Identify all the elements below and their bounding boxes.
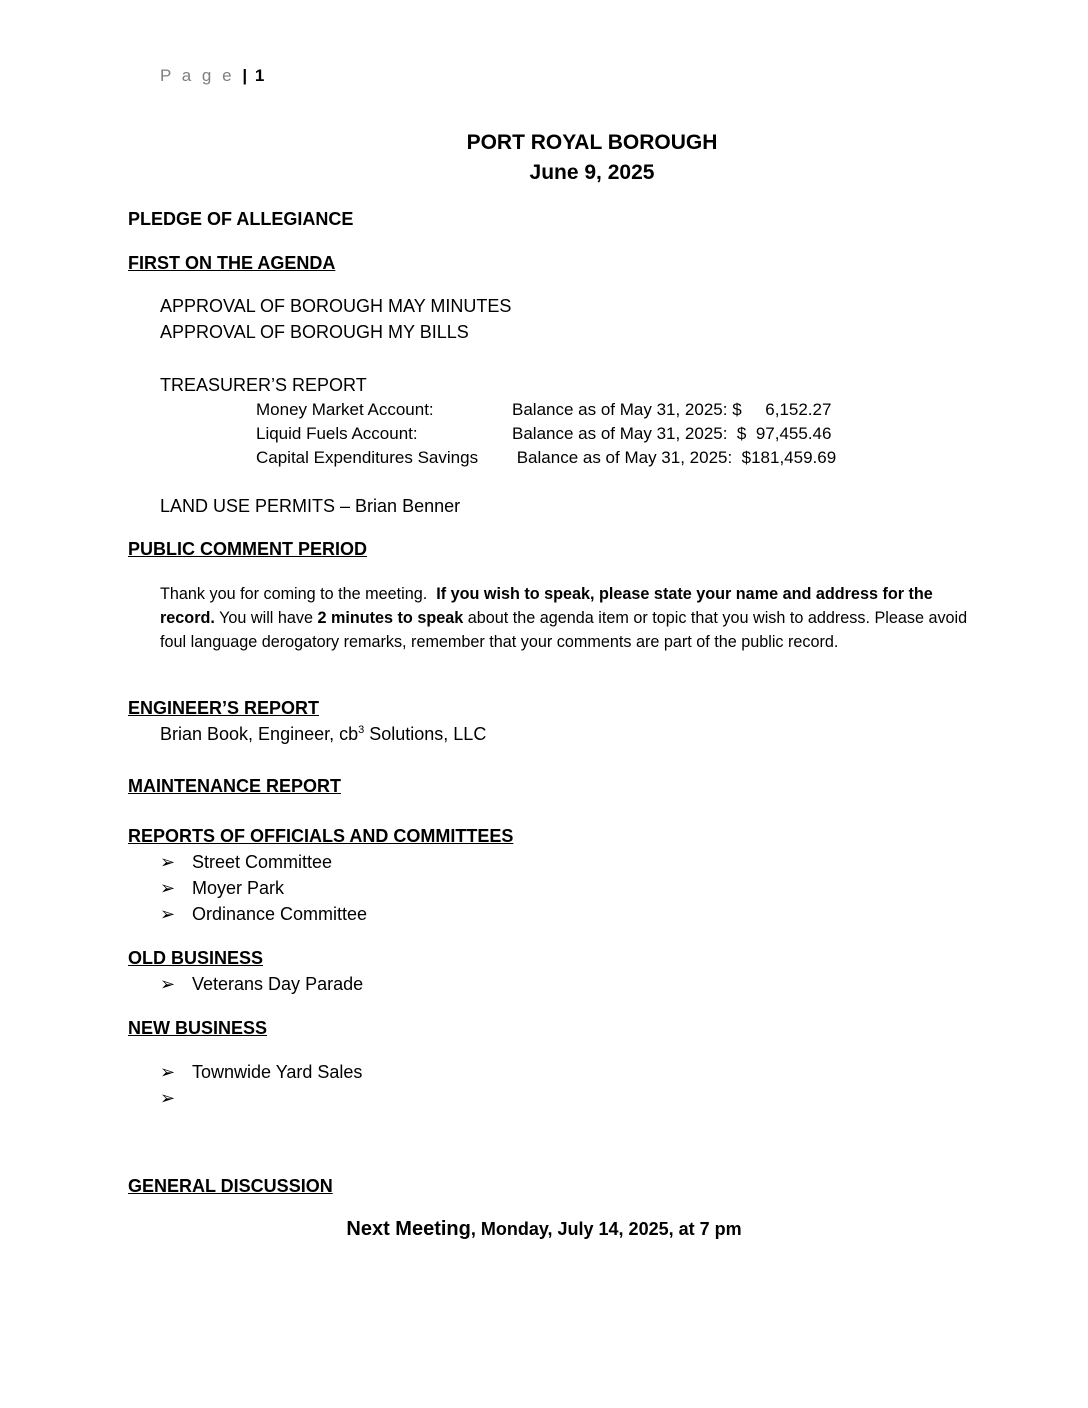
engineer-company: Solutions, LLC [364, 724, 487, 744]
list-item [160, 1088, 192, 1109]
comment-part-1: Thank you for coming to the meeting. [160, 585, 437, 603]
public-comment-heading: PUBLIC COMMENT PERIOD [128, 539, 368, 559]
maintenance-heading: MAINTENANCE REPORT [128, 776, 342, 796]
list-item-label: Ordinance Committee [192, 904, 368, 924]
arrow-bullet-icon: ➢ [160, 878, 176, 898]
page-label: P a g e [160, 66, 235, 85]
next-meeting [0, 1218, 1088, 1241]
next-meeting-details: , Monday, July 14, 2025, at 7 pm [470, 1219, 742, 1239]
land-use-permits: LAND USE PERMITS – Brian Benner [160, 496, 461, 516]
list-item [160, 904, 367, 925]
list-item-label: Moyer Park [192, 878, 285, 898]
public-comment-text [160, 582, 970, 654]
engineer-heading: ENGINEER’S REPORT [128, 698, 320, 718]
page-number-header [160, 66, 264, 86]
page-number: 1 [254, 66, 265, 85]
meeting-date: June 9, 2025 [529, 161, 655, 184]
reports-heading: REPORTS OF OFFICIALS AND COMMITTEES [128, 826, 514, 846]
account-label-capital: Capital Expenditures Savings [256, 448, 479, 467]
account-balance-money-market: Balance as of May 31, 2025: $ 6,152.27 [512, 400, 832, 419]
comment-part-3: You will have [214, 609, 318, 627]
engineer-superscript: 3 [358, 724, 365, 736]
account-label-money-market: Money Market Account: [256, 400, 434, 419]
arrow-bullet-icon: ➢ [160, 1062, 176, 1082]
arrow-bullet-icon: ➢ [160, 974, 176, 994]
agenda-item-minutes: APPROVAL OF BOROUGH MAY MINUTES [160, 296, 512, 316]
document-title: PORT ROYAL BOROUGH [466, 131, 718, 154]
account-label-liquid-fuels: Liquid Fuels Account: [256, 424, 418, 443]
arrow-bullet-icon: ➢ [160, 904, 176, 924]
next-meeting-lead: Next Meeting [346, 1218, 471, 1240]
first-agenda-heading: FIRST ON THE AGENDA [128, 253, 336, 273]
page-separator: | [242, 66, 248, 85]
list-item [160, 852, 332, 873]
general-discussion-heading: GENERAL DISCUSSION [128, 1176, 333, 1196]
treasurer-heading: TREASURER’S REPORT [160, 375, 367, 395]
arrow-bullet-icon: ➢ [160, 852, 176, 872]
old-business-heading: OLD BUSINESS [128, 948, 264, 968]
comment-part-4: 2 minutes to speak [317, 609, 464, 627]
pledge-heading: PLEDGE OF ALLEGIANCE [128, 209, 354, 229]
list-item [160, 878, 284, 899]
arrow-bullet-icon: ➢ [160, 1088, 176, 1108]
engineer-name: Brian Book, Engineer, cb [160, 724, 359, 744]
account-balance-liquid-fuels: Balance as of May 31, 2025: $ 97,455.46 [512, 424, 832, 443]
list-item-label: Townwide Yard Sales [192, 1062, 363, 1082]
list-item [160, 974, 363, 995]
list-item-label: Street Committee [192, 852, 333, 872]
agenda-item-bills: APPROVAL OF BOROUGH MY BILLS [160, 322, 469, 342]
list-item [160, 1062, 362, 1083]
account-balance-capital: Balance as of May 31, 2025: $181,459.69 [512, 448, 837, 467]
engineer-line [160, 724, 486, 745]
list-item-label: Veterans Day Parade [192, 974, 364, 994]
comment-part-2: If you wish to speak, please state your name and address for the record. [160, 585, 933, 627]
comment-part-5: about the agenda item or topic that you wish to address. Please avoid foul language derogatory remarks, remember that your comments are part of the public record. [160, 609, 968, 651]
new-business-heading: NEW BUSINESS [128, 1018, 268, 1038]
